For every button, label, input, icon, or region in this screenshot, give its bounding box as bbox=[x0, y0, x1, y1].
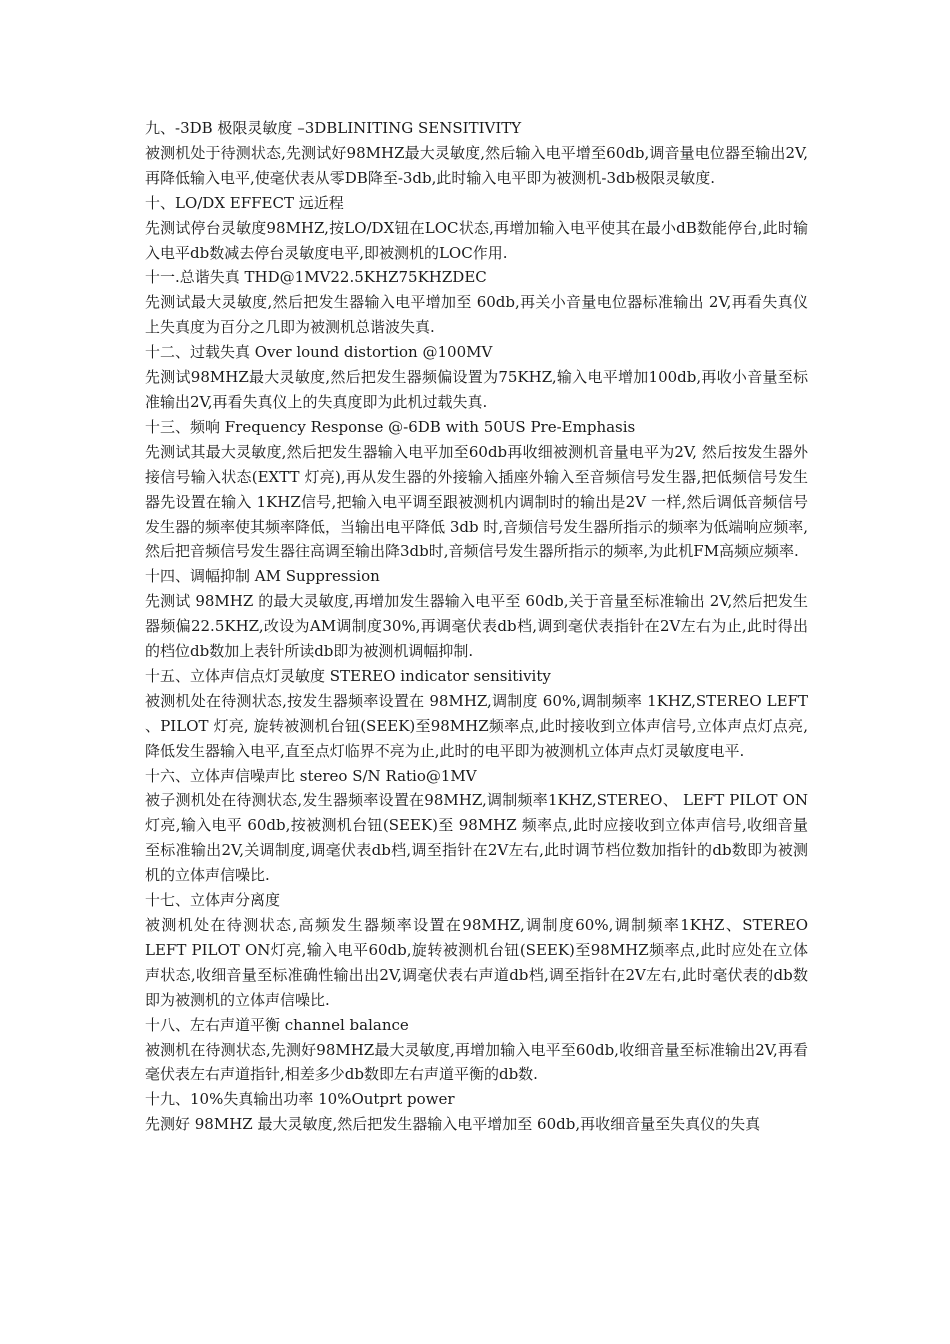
section-heading: 十、LO/DX EFFECT 远近程 bbox=[145, 193, 344, 212]
section-14 bbox=[145, 564, 808, 664]
section-body: 先测试 98MHZ 的最大灵敏度,再增加发生器输入电平至 60db,关于音量至标准输出 2V,然后把发生器频偏22.5KHZ,改设为AM调制度30%,再调毫伏表db档,调到毫伏表指针在2V左右为止,此时得出的档位db数加上表针所读db即为被测机调幅抑制. bbox=[145, 592, 808, 661]
section-heading: 十八、左右声道平衡 channel balance bbox=[145, 1015, 409, 1034]
section-body: 先测试其最大灵敏度,然后把发生器输入电平加至60db再收细被测机音量电平为2V, 然后按发生器外接信号输入状态(EXTT 灯亮),再从发生器的外接输入插座外输入至音频信号发生器,把低频信号发生器先设置在输入 1KHZ信号,把输入电平调至跟被测机内调制时的输出是2V 一样,然后调低音频信号发生器的频率使其频率降低，当输出电平降低 3db 时,音频信号发生器所指示的频率为低端响应频率,然后把音频信号发生器往高调至输出降3db时,音频信号发生器所指示的频率,为此机FM高频应频率. bbox=[145, 442, 808, 561]
section-body: 先测好 98MHZ 最大灵敏度,然后把发生器输入电平增加至 60db,再收细音量至失真仪的失真 bbox=[145, 1115, 761, 1134]
document-page bbox=[145, 116, 808, 1137]
section-heading: 十五、立体声信点灯灵敏度 STEREO indicator sensitivity bbox=[145, 666, 551, 685]
section-18 bbox=[145, 1013, 808, 1088]
section-13 bbox=[145, 415, 808, 564]
section-heading: 十二、过载失真 Over lound distortion @100MV bbox=[145, 343, 493, 362]
section-body: 先测试最大灵敏度,然后把发生器输入电平增加至 60db,再关小音量电位器标准输出 2V,再看失真仪上失真度为百分之几即为被测机总谐波失真. bbox=[145, 293, 808, 337]
section-11 bbox=[145, 265, 808, 340]
section-10 bbox=[145, 191, 808, 266]
section-heading: 十七、立体声分离度 bbox=[145, 891, 281, 910]
section-12 bbox=[145, 340, 808, 415]
section-body: 被测机在待测状态,先测好98MHZ最大灵敏度,再增加输入电平至60db,收细音量至标准输出2V,再看毫伏表左右声道指针,相差多少db数即左右声道平衡的db数. bbox=[145, 1040, 808, 1084]
section-heading: 十四、调幅抑制 AM Suppression bbox=[145, 567, 380, 586]
section-body: 被子测机处在待测状态,发生器频率设置在98MHZ,调制频率1KHZ,STEREO、 LEFT PILOT ON 灯亮,输入电平 60db,按被测机台钮(SEEK)至 98MHZ 频率点,此时应接收到立体声信号,收细音量至标准输出2V,关调制度,调毫伏表db档,调至指针在2V左右,此时调节档位数加指针的db数即为被测机的立体声信噪比. bbox=[145, 791, 808, 885]
section-body: 先测试停台灵敏度98MHZ,按LO/DX钮在LOC状态,再增加输入电平使其在最小dB数能停台,此时输入电平db数减去停台灵敏度电平,即被测机的LOC作用. bbox=[145, 218, 808, 262]
section-body: 先测试98MHZ最大灵敏度,然后把发生器频偏设置为75KHZ,输入电平增加100db,再收小音量至标准输出2V,再看失真仪上的失真度即为此机过载失真. bbox=[145, 368, 808, 411]
section-heading: 十三、频响 Frequency Response @-6DB with 50US Pre-Emphasis bbox=[145, 417, 636, 436]
section-17 bbox=[145, 888, 808, 1013]
section-heading: 十六、立体声信噪声比 stereo S/N Ratio@1MV bbox=[145, 766, 477, 785]
section-heading: 九、-3DB 极限灵敏度 –3DBLINITING SENSITIVITY bbox=[145, 119, 522, 137]
section-19 bbox=[145, 1087, 808, 1137]
section-body: 被测机处在待测状态,按发生器频率设置在 98MHZ,调制度 60%,调制频率 1KHZ,STEREO LEFT 、PILOT 灯亮, 旋转被测机台钮(SEEK)至98MHZ频率点,此时接收到立体声信号,立体声点灯点亮,降低发生器输入电平,直至点灯临界不亮为止,此时的电平即为被测机立体声点灯灵敏度电平. bbox=[145, 691, 808, 760]
section-body: 被测机处在待测状态,高频发生器频率设置在98MHZ,调制度60%,调制频率1KHZ、STEREO LEFT PILOT ON灯亮,输入电平60db,旋转被测机台钮(SEEK)至98MHZ频率点,此时应处在立体声状态,收细音量至标准确性输出出2V,调毫伏表右声道db档,调至指针在2V左右,此时毫伏表的db数即为被测机的立体声信噪比. bbox=[145, 916, 808, 1009]
section-16 bbox=[145, 764, 808, 889]
section-body: 被测机处于待测状态,先测试好98MHZ最大灵敏度,然后输入电平增至60db,调音量电位器至输出2V,再降低输入电平,使毫伏表从零DB降至-3db,此时输入电平即为被测机-3db极限灵敏度. bbox=[145, 143, 808, 187]
section-heading: 十一.总谐失真 THD@1MV22.5KHZ75KHZDEC bbox=[145, 268, 487, 287]
section-15 bbox=[145, 664, 808, 764]
section-heading: 十九、10%失真输出功率 10%Outprt power bbox=[145, 1090, 455, 1109]
section-9 bbox=[145, 116, 808, 191]
